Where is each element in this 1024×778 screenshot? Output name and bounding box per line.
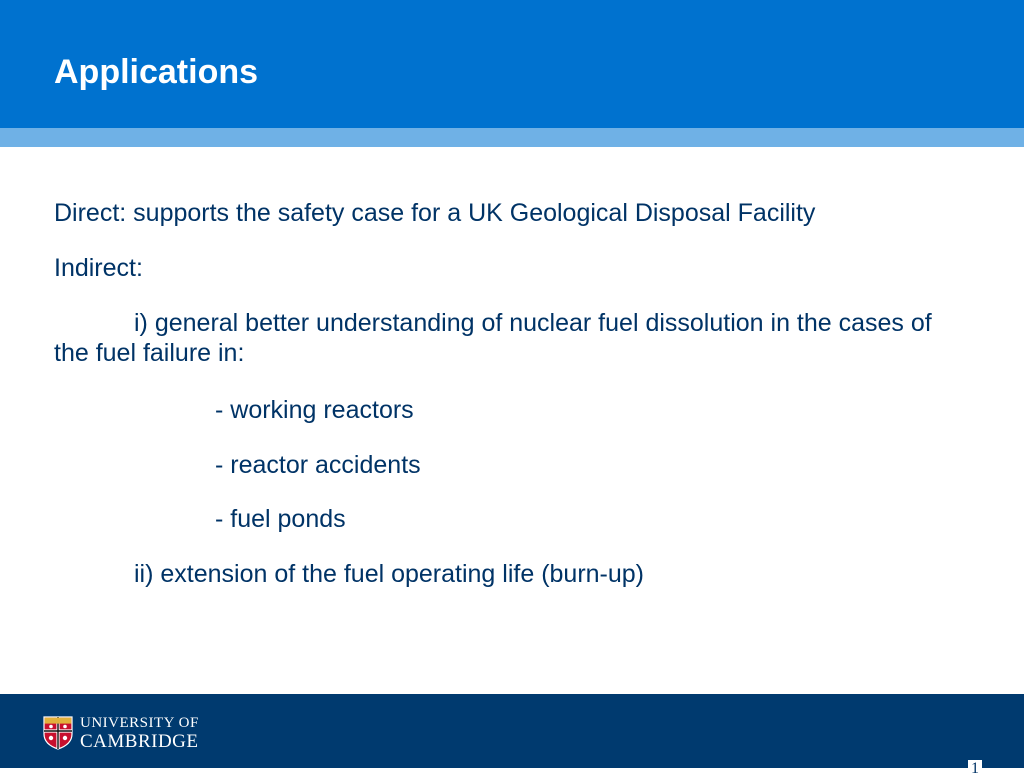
logo-line-cambridge: CAMBRIDGE (80, 731, 199, 752)
direct-application: Direct: supports the safety case for a UK Geological Disposal Facility (54, 199, 816, 227)
fuel-failure-case-item: - fuel ponds (215, 505, 346, 533)
indirect-label: Indirect: (54, 254, 143, 282)
indirect-general-item: i) general better understanding of nuclear fuel dissolution in the cases of the fuel failure in: (54, 309, 932, 367)
indirect-extension-item: ii) extension of the fuel operating life (burn-up) (134, 560, 645, 588)
university-logo (43, 715, 199, 751)
university-shield-icon (43, 716, 73, 750)
header-stripe (0, 128, 1024, 147)
fuel-failure-case-item: - working reactors (215, 396, 414, 424)
logo-wordmark (80, 715, 199, 751)
slide-title: Applications (54, 53, 259, 91)
header-bar (0, 0, 1024, 128)
logo-line-university-of: UNIVERSITY OF (80, 715, 199, 731)
footer-bar (0, 694, 1024, 777)
slide-number: 1 (968, 760, 982, 778)
fuel-failure-case-item: - reactor accidents (215, 451, 421, 479)
